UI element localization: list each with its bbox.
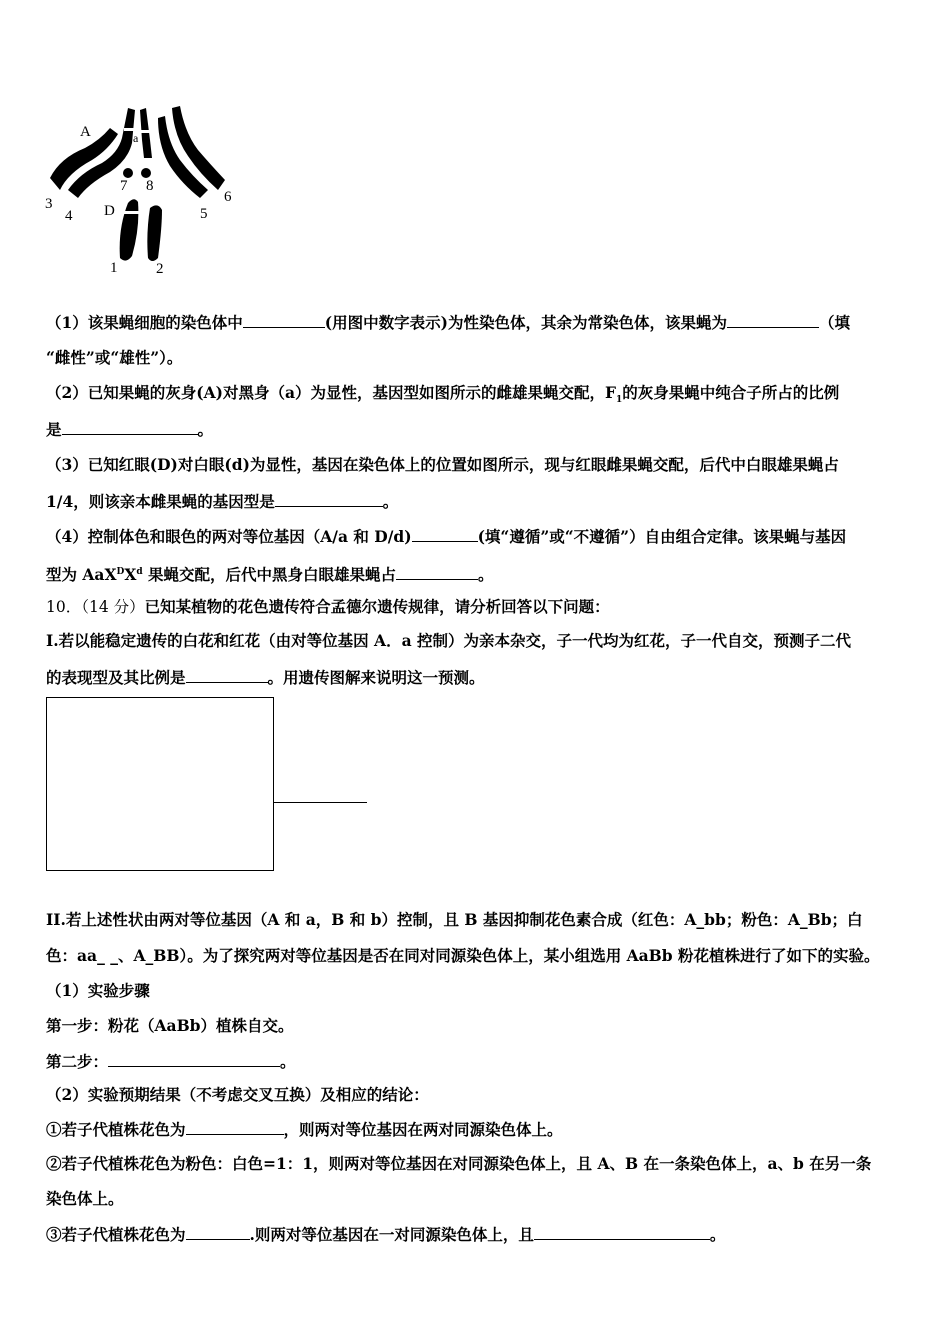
q10-part1-line1: I.若以能稳定遗传的白花和红花（由对等位基因 A．a 控制）为亲本杂交，子一代均为红花，子一代自交，预测子二代 xyxy=(46,631,852,650)
answer-blank[interactable] xyxy=(412,526,478,542)
answer-blank[interactable] xyxy=(243,312,325,328)
label-3: 3 xyxy=(45,196,53,212)
answer-blank[interactable] xyxy=(727,312,819,328)
q9-part2-line2: 是 。 xyxy=(46,420,214,439)
label-2: 2 xyxy=(156,261,164,277)
chromosome-2 xyxy=(147,205,162,261)
q10-result3: ③若子代植株花色为 .则两对等位基因在一对同源染色体上，且 。 xyxy=(46,1225,726,1244)
label-6: 6 xyxy=(224,189,232,205)
q10-step2: 第二步： 。 xyxy=(46,1052,296,1071)
label-D: D xyxy=(104,203,115,219)
label-a: a xyxy=(133,131,139,145)
q9-part4-line1: （4）控制体色和眼色的两对等位基因（A/a 和 D/d) (填“遵循”或“不遵循”）自由组合定律。该果蝇与基因 xyxy=(46,527,847,546)
answer-blank[interactable] xyxy=(186,1224,250,1240)
q10-part2-line1: II.若上述性状由两对等位基因（A 和 a，B 和 b）控制，且 B 基因抑制花色素合成（红色：A_bb；粉色：A_Bb；白 xyxy=(46,910,863,929)
q10-result1: ①若子代植株花色为 ，则两对等位基因在两对同源染色体上。 xyxy=(46,1120,563,1139)
q9-part2-line1: （2）已知果蝇的灰身(A)对黑身（a）为显性，基因型如图所示的雌雄果蝇交配，$F_1$的灰身果蝇中纯合子所占的比例 xyxy=(46,383,840,406)
chromosome-8 xyxy=(141,168,151,178)
answer-box-line xyxy=(274,802,367,803)
q9-part3-line2: 1/4，则该亲本雌果蝇的基因型是 。 xyxy=(46,492,399,511)
label-8: 8 xyxy=(146,178,154,194)
label-1: 1 xyxy=(110,260,118,276)
q9-part3-line1: （3）已知红眼(D)对白眼(d)为显性，基因在染色体上的位置如图所示，现与红眼雌果蝇交配，后代中白眼雄果蝇占 xyxy=(46,455,839,474)
answer-blank[interactable] xyxy=(534,1224,710,1240)
q9-part1-line1: （1）该果蝇细胞的染色体中 (用图中数字表示)为性染色体，其余为常染色体，该果蝇为 （填 xyxy=(46,313,850,332)
label-5: 5 xyxy=(200,206,208,222)
answer-blank[interactable] xyxy=(62,419,198,435)
q10-results-heading: （2）实验预期结果（不考虑交叉互换）及相应的结论： xyxy=(46,1085,429,1104)
chromosome-7 xyxy=(123,168,133,178)
answer-blank[interactable] xyxy=(186,1119,284,1135)
q10-heading: 10．（14 分）已知某植物的花色遗传符合孟德尔遗传规律，请分析回答以下问题： xyxy=(46,597,610,616)
q10-result2-line1: ②若子代植株花色为粉色：白色=1：1，则两对等位基因在对同源染色体上，且 A、B 在一条染色体上，a、b 在另一条 xyxy=(46,1154,872,1173)
label-4: 4 xyxy=(65,208,73,224)
genetic-diagram-answer-box[interactable] xyxy=(46,697,274,871)
chromosome-figure xyxy=(40,98,240,283)
label-A: A xyxy=(80,124,91,140)
answer-blank[interactable] xyxy=(275,491,383,507)
chromosome-1 xyxy=(120,199,139,260)
q10-part2-line2: 色：aa_ _、A_BB）。为了探究两对等位基因是否在同对同源染色体上，某小组选用 AaBb 粉花植株进行了如下的实验。 xyxy=(46,946,880,965)
answer-blank[interactable] xyxy=(108,1051,280,1067)
q9-part4-line2: 型为 $AaX^DX^d$ 果蝇交配，后代中黑身白眼雄果蝇占 。 xyxy=(46,565,494,585)
label-7: 7 xyxy=(120,178,128,194)
q10-step1: 第一步：粉花（AaBb）植株自交。 xyxy=(46,1016,294,1035)
answer-blank[interactable] xyxy=(186,667,268,683)
answer-blank[interactable] xyxy=(396,564,478,580)
q9-part1-line2: “雌性”或“雄性”）。 xyxy=(46,348,183,367)
q10-part1-line2: 的表现型及其比例是 。用遗传图解来说明这一预测。 xyxy=(46,668,485,687)
q10-result2-line2: 染色体上。 xyxy=(46,1189,124,1208)
q10-step-heading: （1）实验步骤 xyxy=(46,981,150,1000)
